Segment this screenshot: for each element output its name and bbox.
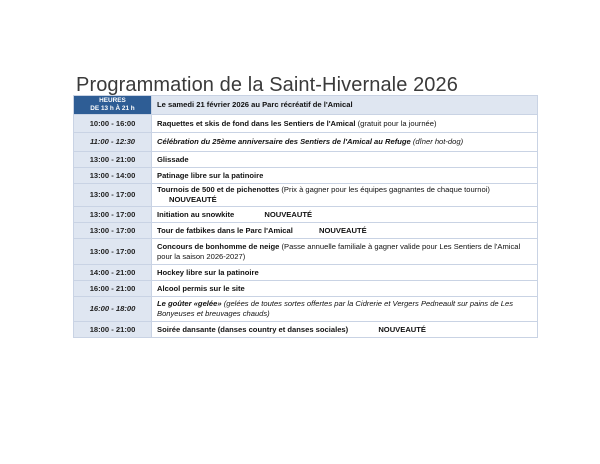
table-row <box>74 168 538 184</box>
activity-note: (gelées de toutes sortes offertes par la Cidrerie et Vergers Pedneault sur pains de Les Bonyeuses et breuvages chauds) <box>157 299 513 318</box>
table-row <box>74 223 538 239</box>
time-cell: 18:00 - 21:00 <box>74 322 152 338</box>
time-cell: 16:00 - 21:00 <box>74 281 152 297</box>
activity-name: Alcool permis sur le site <box>157 283 245 293</box>
time-cell: 13:00 - 17:00 <box>74 223 152 239</box>
activity-note: (dîner hot-dog) <box>412 137 464 146</box>
activity-cell <box>152 207 538 223</box>
activity-name: Raquettes et skis de fond dans les Sentiers de l'Amical <box>157 118 356 128</box>
time-cell: 11:00 - 12:30 <box>74 133 152 152</box>
activity-cell <box>152 265 538 281</box>
time-cell: 13:00 - 21:00 <box>74 152 152 168</box>
table-row <box>74 115 538 133</box>
activity-name: Soirée dansante (danses country et danses sociales) <box>157 324 349 334</box>
table-header-row <box>74 96 538 115</box>
header-time-label: HEURES <box>99 97 126 104</box>
new-badge: NOUVEAUTÉ <box>319 225 367 235</box>
table-row <box>74 265 538 281</box>
new-badge: NOUVEAUTÉ <box>264 209 313 219</box>
table-row <box>74 322 538 338</box>
time-cell: 13:00 - 17:00 <box>74 207 152 223</box>
activity-note: (Prix à gagner pour les équipes gagnantes de chaque tournoi) <box>281 185 490 194</box>
activity-cell <box>152 322 538 338</box>
activity-cell <box>152 115 538 133</box>
time-cell: 16:00 - 18:00 <box>74 297 152 322</box>
time-cell: 13:00 - 17:00 <box>74 184 152 207</box>
activity-cell <box>152 184 538 207</box>
time-cell: 13:00 - 14:00 <box>74 168 152 184</box>
activity-cell <box>152 223 538 239</box>
activity-cell <box>152 133 538 152</box>
header-time-cell <box>74 96 152 115</box>
activity-name: Célébration du 25ème anniversaire des Sentiers de l'Amical au Refuge <box>157 137 411 146</box>
activity-note: (Passe annuelle familiale à gagner valide pour Les Sentiers de l'Amical pour la saison 2026-2027) <box>157 241 521 261</box>
activity-cell <box>152 281 538 297</box>
activity-cell <box>152 239 538 265</box>
activity-name: Glissade <box>157 154 189 164</box>
table-row <box>74 184 538 207</box>
table-row <box>74 297 538 322</box>
new-badge: NOUVEAUTÉ <box>169 195 217 204</box>
table-row <box>74 207 538 223</box>
table-row <box>74 239 538 265</box>
activity-name: Tournois de 500 et de pichenottes <box>157 185 280 194</box>
activity-cell <box>152 297 538 322</box>
activity-cell <box>152 168 538 184</box>
activity-name: Hockey libre sur la patinoire <box>157 267 259 277</box>
activity-name: Concours de bonhomme de neige <box>157 241 280 251</box>
time-cell: 14:00 - 21:00 <box>74 265 152 281</box>
activity-name: Patinage libre sur la patinoire <box>157 170 264 180</box>
activity-name: Tour de fatbikes dans le Parc l'Amical <box>157 225 293 235</box>
activity-name: Initiation au snowkite <box>157 209 235 219</box>
schedule-table <box>73 95 538 338</box>
activity-name: Le goûter «gelée» <box>157 299 222 308</box>
header-date-cell: Le samedi 21 février 2026 au Parc récréatif de l'Amical <box>152 96 538 115</box>
time-cell: 10:00 - 16:00 <box>74 115 152 133</box>
table-row <box>74 281 538 297</box>
activity-cell <box>152 152 538 168</box>
time-cell: 13:00 - 17:00 <box>74 239 152 265</box>
new-badge: NOUVEAUTÉ <box>378 324 426 334</box>
table-row <box>74 133 538 152</box>
header-time-range: DE 13 h À 21 h <box>90 105 135 112</box>
page-title: Programmation de la Saint-Hivernale 2026 <box>76 74 458 96</box>
table-row <box>74 152 538 168</box>
activity-note: (gratuit pour la journée) <box>357 118 437 128</box>
